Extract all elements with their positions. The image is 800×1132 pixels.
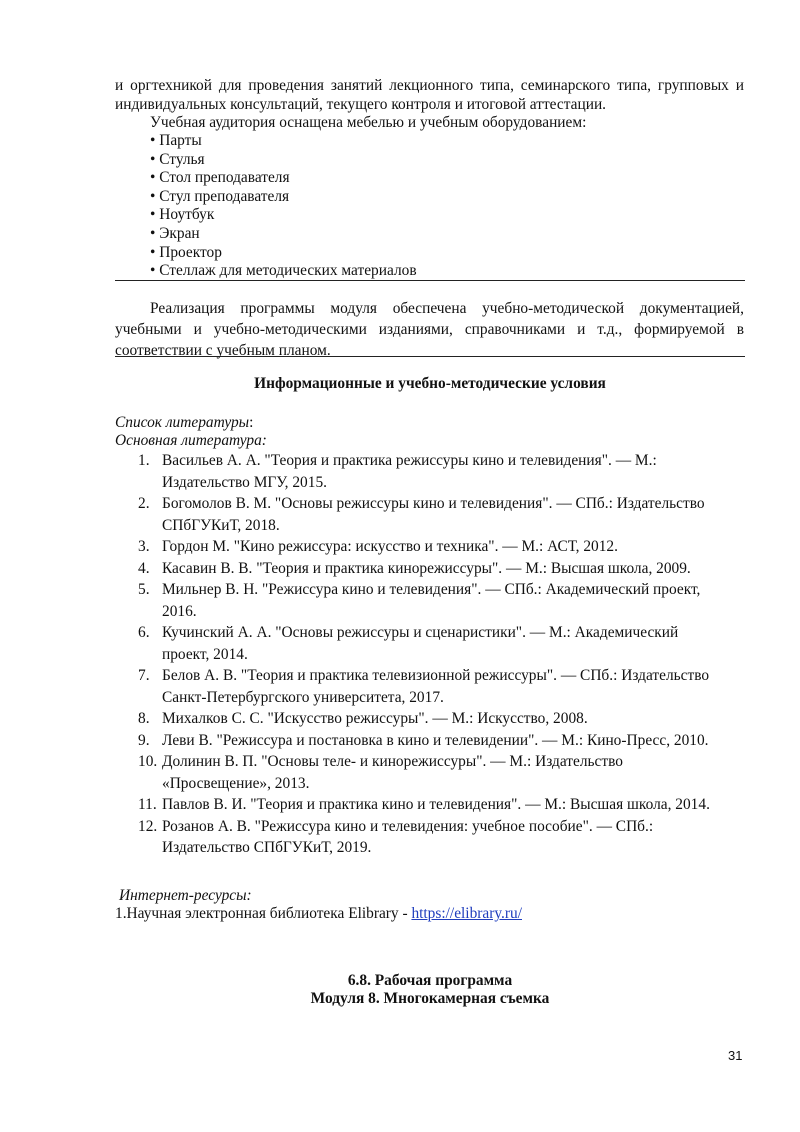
equipment-list-item: • Стеллаж для методических материалов (150, 262, 417, 280)
equipment-list-item: • Парты (150, 132, 202, 149)
list-item-number: 12. (138, 817, 158, 835)
list-item-line: Богомолов В. М. "Основы режиссуры кино и телевидения". — СПб.: Издательство (162, 495, 705, 512)
list-item-number: 8. (138, 710, 150, 727)
list-item-line: «Просвещение», 2013. (162, 774, 310, 792)
list-item-number: 3. (138, 538, 150, 555)
equipment-list-item: • Экран (150, 225, 200, 242)
literature-label: Список литературы (115, 414, 250, 431)
list-item-number: 9. (138, 731, 150, 749)
list-item (138, 708, 748, 730)
equipment-intro: Учебная аудитория оснащена мебелью и учебным оборудованием: (150, 114, 587, 131)
list-item-number: 10. (138, 753, 158, 770)
list-item-line: Гордон М. "Кино режиссура: искусство и техника". — М.: АСТ, 2012. (162, 538, 618, 555)
literature-colon: : (249, 414, 254, 431)
list-item-number: 7. (138, 667, 150, 684)
list-item-number: 5. (138, 581, 150, 598)
list-item-line: Долинин В. П. "Основы теле- и кинорежиссуры". — М.: Издательство (162, 753, 623, 770)
list-item-line: Касавин В. В. "Теория и практика кинорежиссуры". — М.: Высшая школа, 2009. (162, 559, 691, 577)
list-item-line: Леви В. "Режиссура и постановка в кино и телевидении". — М.: Кино-Пресс, 2010. (162, 731, 709, 749)
list-item-line: проект, 2014. (162, 645, 248, 663)
equipment-list-item: • Проектор (150, 243, 222, 261)
list-item-line: 2016. (162, 602, 197, 620)
equipment-list-item: • Стул преподавателя (150, 187, 290, 205)
list-item (138, 493, 748, 536)
list-item (138, 751, 748, 794)
list-item (138, 579, 748, 622)
list-item-line: Санкт-Петербургского университета, 2017. (162, 688, 444, 706)
list-item-line: Розанов А. В. "Режиссура кино и телевидения: учебное пособие". — СПб.: (162, 817, 654, 835)
top-paragraph-line-2: индивидуальных консультаций, текущего контроля и итоговой аттестации. (115, 95, 607, 113)
list-item-line: СПбГУКиТ, 2018. (162, 516, 280, 534)
literature-label-line (115, 414, 253, 433)
list-item-line: Кучинский А. А. "Основы режиссуры и сценаристики". — М.: Академический (162, 624, 679, 641)
implementation-line-1: Реализация программы модуля обеспечена учебно-методической документацией, (150, 300, 744, 317)
list-item (138, 816, 748, 859)
list-item-line: Мильнер В. Н. "Режиссура кино и телевидения". — СПб.: Академический проект, (162, 581, 701, 598)
divider-rule (115, 280, 745, 281)
list-item-line: Издательство МГУ, 2015. (162, 473, 327, 491)
list-item-number: 6. (138, 624, 150, 641)
section-heading: Информационные и учебно-методические условия (254, 375, 606, 392)
equipment-list-item: • Стулья (150, 150, 205, 168)
list-item (138, 730, 748, 752)
module-heading: Модуля 8. Многокамерная съемка (310, 990, 550, 1007)
top-paragraph-line-1: и оргтехникой для проведения занятий лекционного типа, семинарского типа, групповых и (115, 77, 744, 94)
list-item-line: Васильев А. А. "Теория и практика режиссуры кино и телевидения". — М.: (162, 452, 657, 469)
bibliography-list (138, 450, 748, 859)
page-number: 31 (728, 1048, 743, 1063)
main-literature-label: Основная литература: (115, 432, 267, 449)
list-item-line: Белов А. В. "Теория и практика телевизионной режиссуры". — СПб.: Издательство (162, 667, 710, 684)
list-item (138, 794, 748, 816)
internet-resources-label: Интернет-ресурсы: (119, 887, 252, 904)
list-item-line: Михалков С. С. "Искусство режиссуры". — М.: Искусство, 2008. (162, 710, 588, 727)
program-heading: 6.8. Рабочая программа (347, 972, 513, 989)
list-item-number: 11. (138, 796, 157, 813)
list-item-line: Издательство СПбГУКиТ, 2019. (162, 839, 372, 856)
list-item-number: 1. (138, 452, 150, 469)
implementation-paragraph (115, 298, 744, 361)
implementation-line-3: соответствии с учебным планом. (115, 342, 331, 359)
internet-resource-item (115, 905, 522, 924)
list-item (138, 450, 748, 493)
list-item (138, 665, 748, 708)
internet-resource-text: 1.Научная электронная библиотека Elibrary - (115, 905, 412, 922)
list-item (138, 536, 748, 558)
equipment-list-item: • Стол преподавателя (150, 169, 290, 187)
top-paragraph (115, 77, 744, 114)
list-item (138, 558, 748, 580)
divider-rule (115, 356, 745, 357)
list-item-number: 2. (138, 495, 150, 512)
list-item-number: 4. (138, 559, 150, 577)
implementation-line-2: учебными и учебно-методическими изданиями, справочниками и т.д., формируемой в (115, 321, 744, 338)
equipment-list-item: • Ноутбук (150, 206, 215, 224)
elibrary-link[interactable]: https://elibrary.ru/ (411, 905, 522, 922)
list-item-line: Павлов В. И. "Теория и практика кино и телевидения". — М.: Высшая школа, 2014. (162, 796, 710, 813)
list-item (138, 622, 748, 665)
